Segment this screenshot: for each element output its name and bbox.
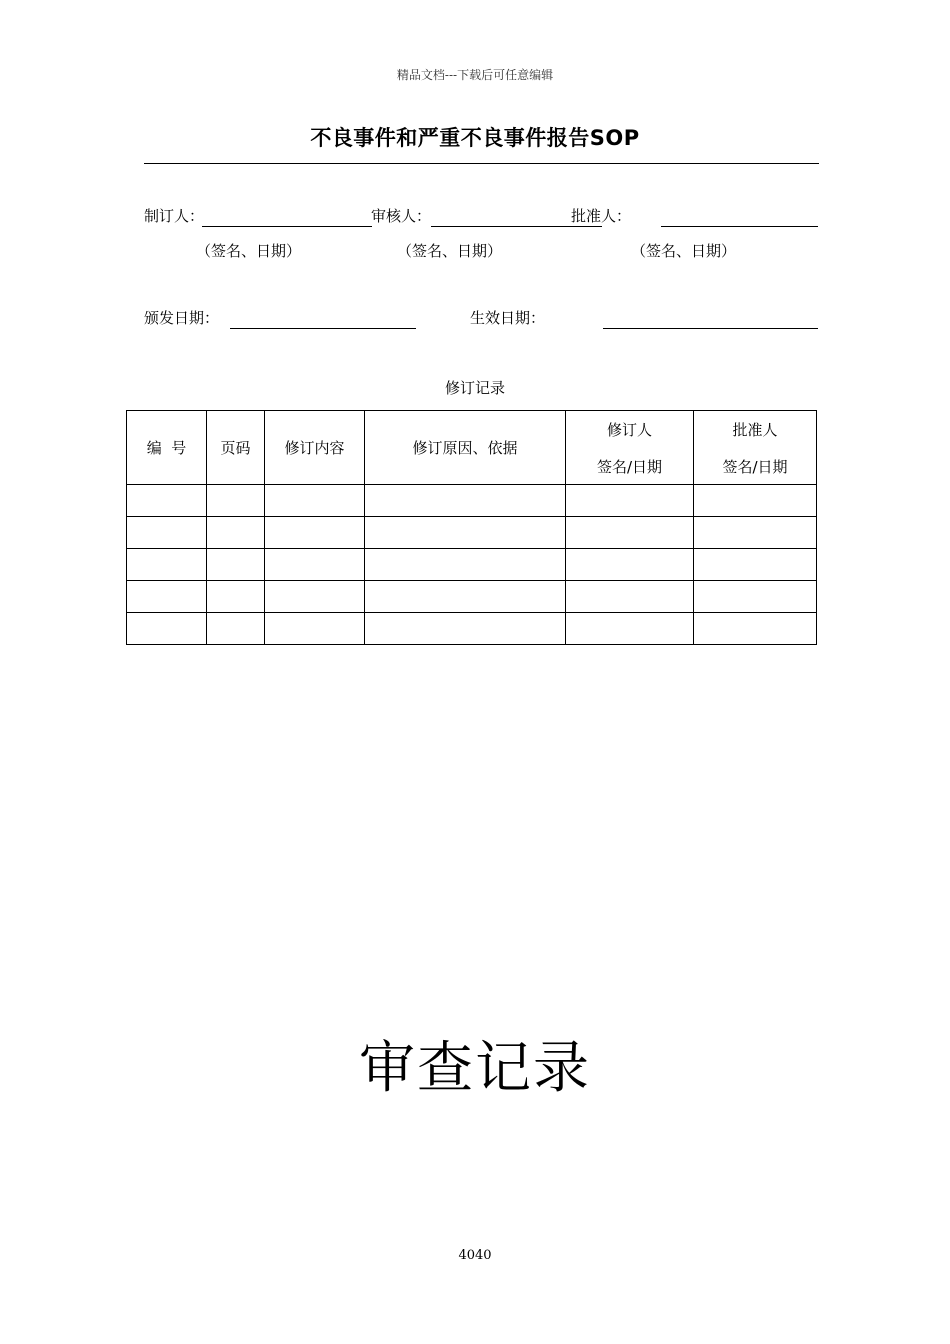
header-note: 精品文档---下载后可任意编辑 [396, 68, 554, 82]
table-cell[interactable] [694, 485, 817, 517]
table-cell[interactable] [265, 517, 365, 549]
table-cell[interactable] [365, 613, 566, 645]
revision-record-title: 修订记录 [444, 379, 505, 397]
approver-sign-note: （签名、日期） [631, 242, 737, 260]
table-cell[interactable] [566, 549, 694, 581]
document-title: 不良事件和严重不良事件报告SOP [310, 126, 640, 150]
table-cell[interactable] [207, 581, 265, 613]
header-reason: 修订原因、依据 [365, 411, 566, 485]
table-cell[interactable] [207, 613, 265, 645]
table-cell[interactable] [566, 581, 694, 613]
approver-signature-line [661, 226, 818, 227]
table-cell[interactable] [365, 517, 566, 549]
table-row [127, 581, 817, 613]
table-cell[interactable] [265, 581, 365, 613]
revision-table [126, 410, 817, 645]
table-row [127, 517, 817, 549]
table-cell[interactable] [207, 517, 265, 549]
title-divider [144, 163, 819, 164]
header-reviser [566, 411, 694, 485]
table-cell[interactable] [566, 485, 694, 517]
table-cell[interactable] [127, 613, 207, 645]
table-cell[interactable] [265, 549, 365, 581]
issue-date-label: 颁发日期： [144, 309, 220, 327]
effective-date-label: 生效日期： [470, 309, 546, 327]
table-cell[interactable] [365, 581, 566, 613]
header-reviser-line2: 签名/日期 [596, 457, 663, 476]
reviewer-signature-line [431, 226, 602, 227]
table-cell[interactable] [694, 581, 817, 613]
effective-date-line [603, 328, 818, 329]
table-cell[interactable] [127, 581, 207, 613]
table-cell[interactable] [694, 613, 817, 645]
table-cell[interactable] [566, 517, 694, 549]
table-cell[interactable] [207, 549, 265, 581]
header-approver [694, 411, 817, 485]
table-cell[interactable] [265, 485, 365, 517]
table-cell[interactable] [127, 517, 207, 549]
table-cell[interactable] [694, 517, 817, 549]
header-approver-line1: 批准人 [732, 420, 778, 439]
header-no: 编 号 [127, 411, 207, 485]
header-reviser-line1: 修订人 [606, 420, 652, 439]
table-cell[interactable] [127, 485, 207, 517]
header-page: 页码 [207, 411, 265, 485]
table-row [127, 485, 817, 517]
reviewer-sign-note: （签名、日期） [397, 242, 503, 260]
drafter-sign-note: （签名、日期） [196, 242, 302, 260]
issue-date-line [230, 328, 416, 329]
table-cell[interactable] [365, 485, 566, 517]
reviewer-label: 审核人： [371, 207, 432, 225]
table-cell[interactable] [694, 549, 817, 581]
review-record-heading: 审查记录 [359, 1036, 591, 1101]
approver-label: 批准人： [571, 207, 632, 225]
page-number: 4040 [458, 1248, 492, 1263]
table-cell[interactable] [127, 549, 207, 581]
table-cell[interactable] [207, 485, 265, 517]
table-cell[interactable] [365, 549, 566, 581]
header-approver-line2: 签名/日期 [722, 457, 788, 476]
table-row [127, 613, 817, 645]
header-content: 修订内容 [265, 411, 365, 485]
revision-header-row [127, 411, 817, 485]
table-row [127, 549, 817, 581]
table-cell[interactable] [265, 613, 365, 645]
table-cell[interactable] [566, 613, 694, 645]
drafter-label: 制订人： [144, 207, 205, 225]
drafter-signature-line [202, 226, 372, 227]
